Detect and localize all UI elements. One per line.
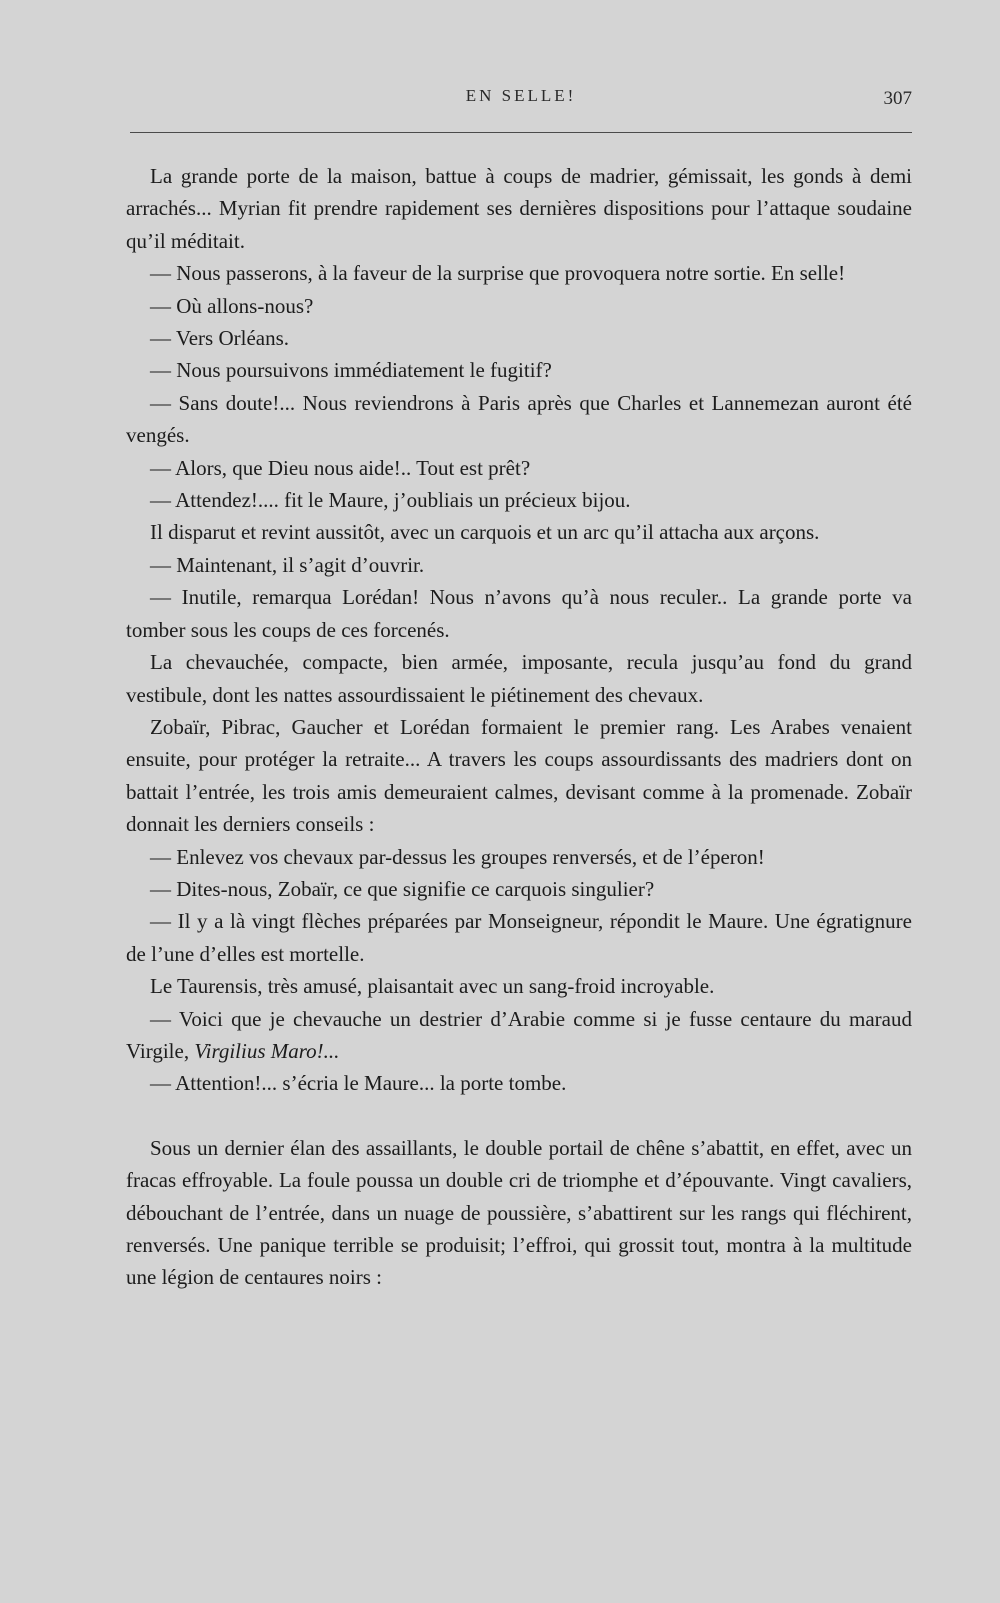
latin-phrase: Virgilius Maro!... [194, 1038, 340, 1063]
dialogue-line: — Maintenant, il s’agit d’ouvrir. [150, 552, 425, 577]
page-header [130, 86, 912, 118]
page-number: 307 [883, 88, 912, 109]
dialogue-line: — Dites-nous, Zobaïr, ce que signifie ce carquois singulier? [150, 876, 655, 901]
paragraph: Il disparut et revint aussitôt, avec un carquois et un arc qu’il attacha aux arçons. [150, 520, 820, 545]
dialogue-line: — Inutile, remarqua Lorédan! Nous n’avons qu’à nous reculer.. La grande porte va tomber sous les coups de ces forcenés. [126, 585, 912, 642]
dialogue-line: — Sans doute!... Nous reviendrons à Paris après que Charles et Lannemezan auront été vengés. [126, 390, 912, 448]
dialogue-line: — Alors, que Dieu nous aide!.. Tout est prêt? [150, 455, 531, 480]
paragraph: La grande porte de la maison, battue à coups de madrier, gémissait, les gonds à demi arrachés... Myrian fit prendre rapidement ses dernières dispositions pour l’attaque soudaine qu’il méditait. [126, 164, 912, 253]
dialogue-line: — Attendez!.... fit le Maure, j’oubliais un précieux bijou. [150, 488, 631, 513]
body-text [126, 160, 912, 1294]
dialogue-line: — Nous passerons, à la faveur de la surprise que provoquera notre sortie. En selle! [150, 261, 846, 286]
dialogue-text: — Voici que je chevauche un destrier d’Arabie comme si je fusse centaure du maraud Virgile, [126, 1006, 912, 1063]
section-gap [126, 1100, 912, 1132]
running-title: EN SELLE! [465, 86, 577, 105]
dialogue-line: — Il y a là vingt flèches préparées par Monseigneur, répondit le Maure. Une égratignure de l’une d’elles est mortelle. [126, 909, 912, 966]
paragraph: La chevauchée, compacte, bien armée, imposante, recula jusqu’au fond du grand vestibule, dont les nattes assourdissaient le piétinement des chevaux. [126, 650, 912, 707]
paragraph: Zobaïr, Pibrac, Gaucher et Lorédan formaient le premier rang. Les Arabes venaient ensuite, pour protéger la retraite... A travers les coups assourdissants des madriers dont on battait l’entrée, les trois amis demeuraient calmes, devisant comme à la promenade. Zobaïr donnait les derniers conseils : [126, 714, 912, 837]
dialogue-line: — Attention!... s’écria le Maure... la porte tombe. [150, 1071, 567, 1096]
paragraph: Le Taurensis, très amusé, plaisantait avec un sang-froid incroyable. [150, 974, 715, 999]
paragraph: Sous un dernier élan des assaillants, le double portail de chêne s’abattit, en effet, avec un fracas effroyable. La foule poussa un double cri de triomphe et d’épouvante. Vingt cavaliers, débouchant de l’entrée, dans un nuage de poussière, s’abattirent sur les rangs qui fléchirent, renversés. Une panique terrible se produisit; l’effroi, qui grossit tout, montra à la multitude une légion de centaures noirs : [126, 1135, 912, 1290]
dialogue-line: — Enlevez vos chevaux par-dessus les groupes renversés, et de l’éperon! [150, 844, 765, 869]
dialogue-line: — Où allons-nous? [150, 293, 314, 318]
dialogue-line: — Vers Orléans. [150, 326, 290, 351]
dialogue-line [126, 1003, 912, 1068]
dialogue-line: — Nous poursuivons immédiatement le fugitif? [150, 358, 552, 383]
header-rule [130, 132, 912, 133]
